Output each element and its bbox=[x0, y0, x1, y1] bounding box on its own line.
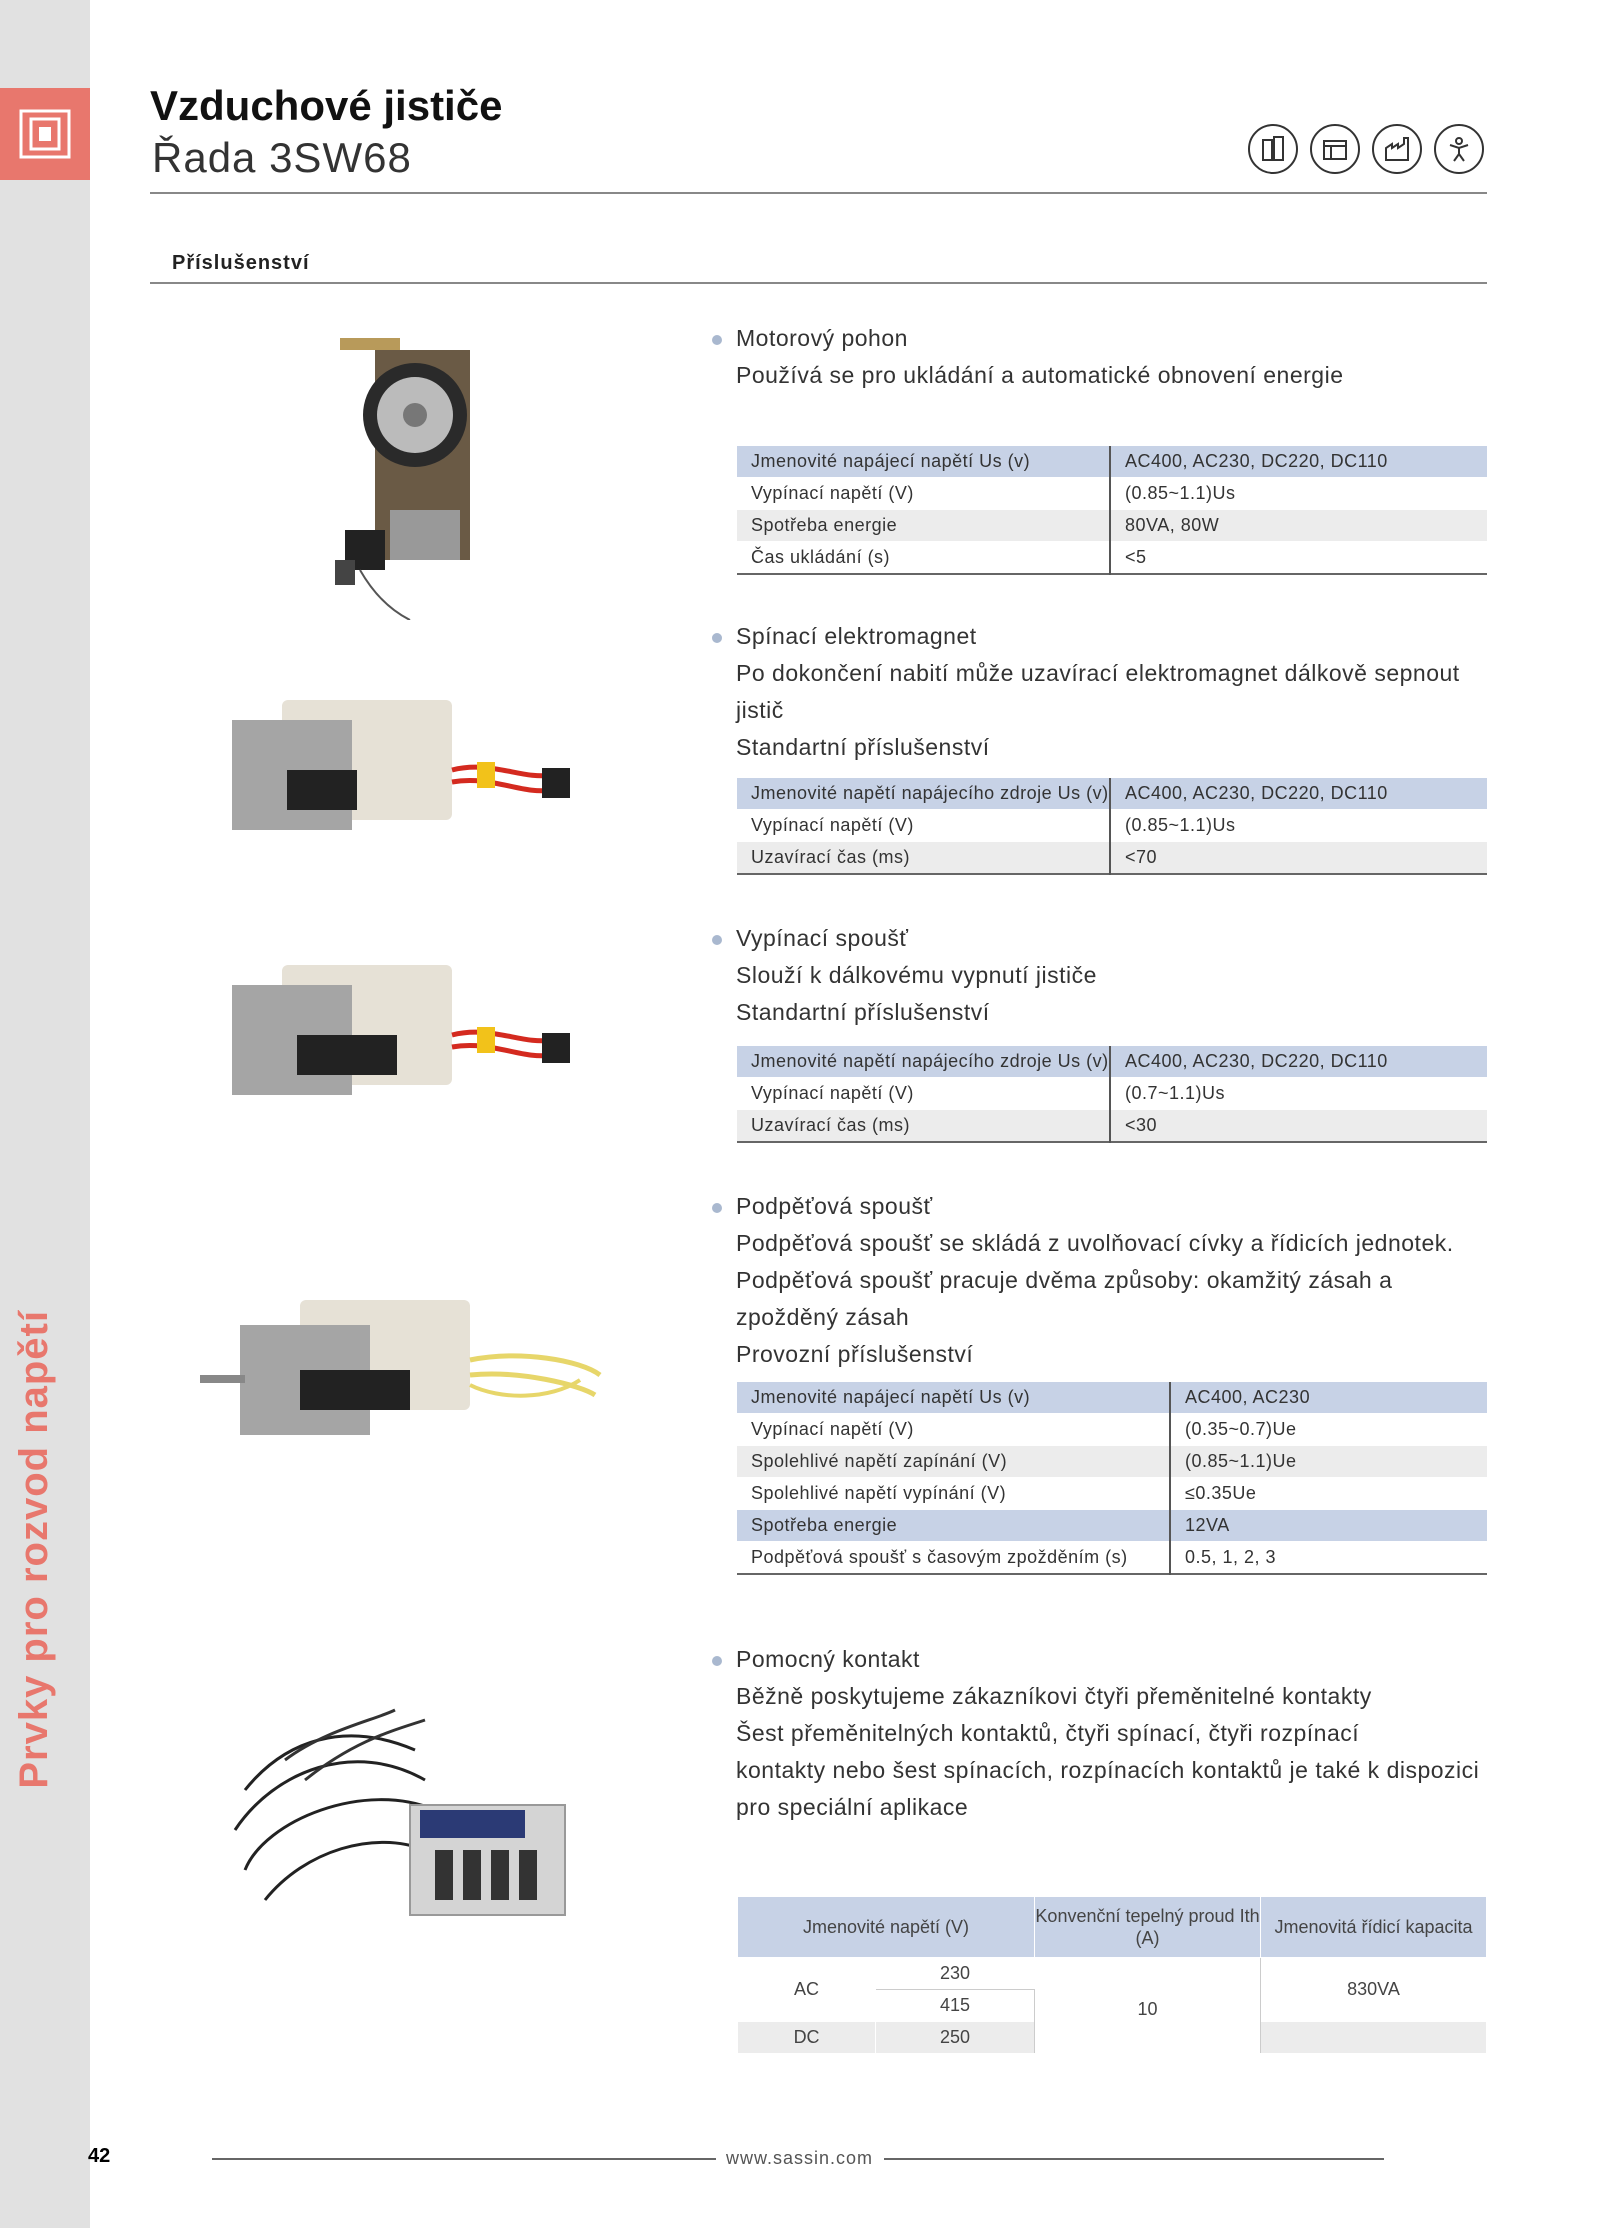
table-row bbox=[737, 1382, 1487, 1414]
table-cell: (0.85~1.1)Us bbox=[1110, 478, 1487, 510]
table-row bbox=[737, 1046, 1487, 1078]
table-row bbox=[737, 1510, 1487, 1542]
table-row bbox=[737, 1542, 1487, 1575]
spec-table-closing-electromagnet bbox=[737, 778, 1487, 875]
panel-icon bbox=[1310, 124, 1360, 174]
table-cell: <70 bbox=[1110, 842, 1487, 875]
block-title: Pomocný kontakt bbox=[712, 1641, 1542, 1678]
block-text: jistič bbox=[736, 697, 784, 723]
table-cell: 250 bbox=[876, 2022, 1035, 2054]
table-cell: 80VA, 80W bbox=[1110, 510, 1487, 542]
block-title: Podpěťová spoušť bbox=[712, 1188, 1542, 1225]
table-cell: (0.85~1.1)Us bbox=[1110, 810, 1487, 842]
table-cell: <5 bbox=[1110, 542, 1487, 575]
spec-table-shunt-trip bbox=[737, 1046, 1487, 1143]
table-cell: Jmenovité napětí napájecího zdroje Us (v) bbox=[737, 778, 1110, 810]
footer-divider-right bbox=[884, 2158, 1384, 2160]
table-cell: Vypínací napětí (V) bbox=[737, 478, 1110, 510]
block-title: Motorový pohon bbox=[712, 320, 1542, 357]
footer-divider-left bbox=[212, 2158, 716, 2160]
aux-contact-table bbox=[737, 1896, 1487, 2054]
table-row bbox=[738, 1897, 1487, 1958]
table-row bbox=[737, 842, 1487, 875]
table-cell: <30 bbox=[1110, 1110, 1487, 1143]
table-cell: AC400, AC230, DC220, DC110 bbox=[1110, 1046, 1487, 1078]
table-cell: AC400, AC230 bbox=[1170, 1382, 1487, 1414]
factory-icon bbox=[1372, 124, 1422, 174]
undervoltage-release-photo bbox=[200, 1290, 620, 1460]
block-text: Podpěťová spoušť se skládá z uvolňovací cívky a řídicích jednotek. bbox=[736, 1230, 1454, 1256]
table-cell: Jmenovité napájecí napětí Us (v) bbox=[737, 446, 1110, 478]
motor-drive-photo bbox=[320, 330, 510, 620]
table-row bbox=[737, 1414, 1487, 1446]
block-text: Používá se pro ukládání a automatické obnovení energie bbox=[736, 362, 1344, 388]
table-row bbox=[737, 446, 1487, 478]
page-subtitle: Řada 3SW68 bbox=[152, 134, 412, 181]
block-motor-drive bbox=[712, 320, 1542, 394]
spec-table-motor-drive bbox=[737, 446, 1487, 575]
table-cell: Vypínací napětí (V) bbox=[737, 1414, 1170, 1446]
table-cell: Spotřeba energie bbox=[737, 1510, 1170, 1542]
table-cell: Jmenovité napájecí napětí Us (v) bbox=[737, 1382, 1170, 1414]
table-row bbox=[737, 1078, 1487, 1110]
table-row bbox=[737, 1446, 1487, 1478]
block-closing-electromagnet bbox=[712, 618, 1542, 766]
spec-table-undervoltage-release bbox=[737, 1382, 1487, 1575]
block-title: Spínací elektromagnet bbox=[712, 618, 1542, 655]
section-label: Příslušenství bbox=[172, 252, 310, 274]
block-text: pro speciální aplikace bbox=[736, 1794, 969, 1820]
block-text: Slouží k dálkovému vypnutí jističe bbox=[736, 962, 1097, 988]
table-cell: 10 bbox=[1035, 1958, 1261, 2054]
table-cell: AC400, AC230, DC220, DC110 bbox=[1110, 446, 1487, 478]
table-cell: 12VA bbox=[1170, 1510, 1487, 1542]
table-cell: Čas ukládání (s) bbox=[737, 542, 1110, 575]
table-header: Konvenční tepelný proud Ith (A) bbox=[1035, 1897, 1261, 1958]
block-text: Šest přeměnitelných kontaktů, čtyři spínací, čtyři rozpínací bbox=[736, 1720, 1360, 1746]
block-text: Provozní příslušenství bbox=[736, 1341, 974, 1367]
side-strip bbox=[0, 0, 90, 2228]
table-row bbox=[737, 510, 1487, 542]
page-number: 42 bbox=[88, 2145, 111, 2167]
table-cell bbox=[1261, 2022, 1487, 2054]
table-row bbox=[738, 1958, 1487, 1990]
table-cell: Podpěťová spoušť s časovým zpožděním (s) bbox=[737, 1542, 1170, 1575]
table-cell: AC bbox=[738, 1958, 876, 2022]
table-row bbox=[737, 778, 1487, 810]
block-undervoltage-release bbox=[712, 1188, 1542, 1373]
shunt-trip-photo bbox=[222, 955, 612, 1125]
table-row bbox=[737, 810, 1487, 842]
table-cell: (0.7~1.1)Us bbox=[1110, 1078, 1487, 1110]
table-cell: DC bbox=[738, 2022, 876, 2054]
table-cell: 830VA bbox=[1261, 1958, 1487, 2022]
block-text: kontakty nebo šest spínacích, rozpínacích kontaktů je také k dispozici bbox=[736, 1757, 1480, 1783]
person-icon bbox=[1434, 124, 1484, 174]
table-header: Jmenovitá řídicí kapacita bbox=[1261, 1897, 1487, 1958]
table-cell: 230 bbox=[876, 1958, 1035, 1990]
table-row bbox=[737, 478, 1487, 510]
table-cell: 0.5, 1, 2, 3 bbox=[1170, 1542, 1487, 1575]
side-label: Prvky pro rozvod napětí bbox=[12, 1310, 56, 1789]
block-title: Vypínací spoušť bbox=[712, 920, 1542, 957]
table-cell: Spotřeba energie bbox=[737, 510, 1110, 542]
table-cell: Vypínací napětí (V) bbox=[737, 1078, 1110, 1110]
table-cell: Uzavírací čas (ms) bbox=[737, 842, 1110, 875]
page-title: Vzduchové jističe bbox=[150, 82, 503, 129]
table-row bbox=[737, 1110, 1487, 1143]
table-row bbox=[737, 542, 1487, 575]
table-cell: Spolehlivé napětí zapínání (V) bbox=[737, 1446, 1170, 1478]
table-row bbox=[737, 1478, 1487, 1510]
table-cell: (0.35~0.7)Ue bbox=[1170, 1414, 1487, 1446]
building-icon bbox=[1248, 124, 1298, 174]
section-divider bbox=[150, 282, 1487, 284]
table-header: Jmenovité napětí (V) bbox=[738, 1897, 1035, 1958]
closing-electromagnet-photo bbox=[222, 690, 612, 860]
block-text: Standartní příslušenství bbox=[736, 999, 990, 1025]
table-cell: Spolehlivé napětí vypínání (V) bbox=[737, 1478, 1170, 1510]
table-cell: Jmenovité napětí napájecího zdroje Us (v) bbox=[737, 1046, 1110, 1078]
block-text: Standartní příslušenství bbox=[736, 734, 990, 760]
block-auxiliary-contact bbox=[712, 1641, 1542, 1826]
block-text: Podpěťová spoušť pracuje dvěma způsoby: okamžitý zásah a bbox=[736, 1267, 1393, 1293]
footer-url: www.sassin.com bbox=[726, 2148, 874, 2168]
table-cell: AC400, AC230, DC220, DC110 bbox=[1110, 778, 1487, 810]
table-cell: ≤0.35Ue bbox=[1170, 1478, 1487, 1510]
breaker-icon bbox=[0, 88, 90, 180]
application-icons bbox=[1248, 124, 1484, 174]
header-divider bbox=[150, 192, 1487, 194]
table-cell: Vypínací napětí (V) bbox=[737, 810, 1110, 842]
block-text: Běžně poskytujeme zákazníkovi čtyři přeměnitelné kontakty bbox=[736, 1683, 1372, 1709]
block-shunt-trip bbox=[712, 920, 1542, 1031]
table-cell: (0.85~1.1)Ue bbox=[1170, 1446, 1487, 1478]
block-text: Po dokončení nabití může uzavírací elektromagnet dálkově sepnout bbox=[736, 660, 1460, 686]
table-cell: Uzavírací čas (ms) bbox=[737, 1110, 1110, 1143]
table-cell: 415 bbox=[876, 1990, 1035, 2022]
auxiliary-contact-photo bbox=[225, 1700, 595, 1950]
block-text: zpožděný zásah bbox=[736, 1304, 910, 1330]
